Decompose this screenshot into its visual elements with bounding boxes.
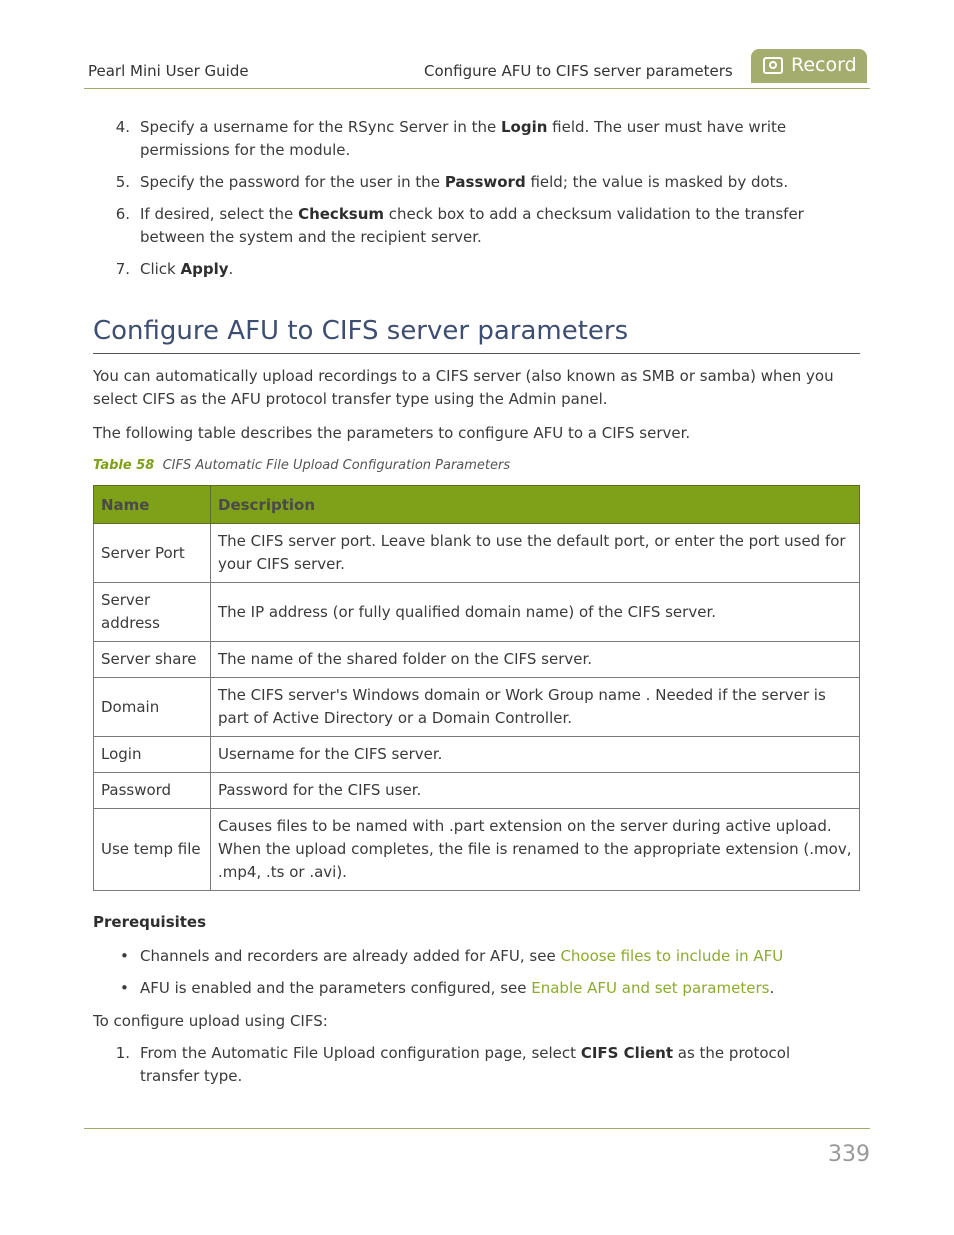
table-row xyxy=(94,809,860,891)
param-name: Use temp file xyxy=(94,809,211,891)
step-number: 7. xyxy=(115,260,130,278)
record-tab xyxy=(751,49,867,83)
table-caption xyxy=(93,458,510,473)
param-name: Server share xyxy=(94,642,211,678)
ui-term-password: Password xyxy=(444,173,526,191)
param-description: The CIFS server port. Leave blank to use the default port, or enter the port used for your CIFS server. xyxy=(211,524,860,583)
param-description: Username for the CIFS server. xyxy=(211,737,860,773)
prerequisites-heading: Prerequisites xyxy=(93,913,207,931)
configure-intro: To configure upload using CIFS: xyxy=(93,1012,328,1030)
step-number: 4. xyxy=(115,118,130,136)
record-label: Record xyxy=(791,54,857,76)
table-row xyxy=(94,737,860,773)
ui-term-apply: Apply xyxy=(180,260,229,278)
table-row xyxy=(94,642,860,678)
param-name: Server address xyxy=(94,583,211,642)
link-choose-files[interactable]: Choose files to include in AFU xyxy=(560,947,784,965)
param-name: Password xyxy=(94,773,211,809)
param-name: Login xyxy=(94,737,211,773)
table-caption-text: CIFS Automatic File Upload Configuration Parameters xyxy=(162,458,511,473)
bullet-icon: • xyxy=(120,947,129,965)
record-icon xyxy=(763,57,783,74)
ui-term-checksum: Checksum xyxy=(298,205,385,223)
page-header xyxy=(84,48,870,89)
intro-paragraph: You can automatically upload recordings to a CIFS server (also known as SMB or samba) when you select CIFS as the AFU protocol transfer type using the Admin panel. xyxy=(93,367,834,408)
step-text: Specify the password for the user in the Password field; the value is masked by dots. xyxy=(140,173,789,191)
step-text: Click Apply. xyxy=(140,260,234,278)
ui-term-login: Login xyxy=(500,118,548,136)
bullet-icon: • xyxy=(120,979,129,997)
step-number: 6. xyxy=(115,205,130,223)
parameters-table xyxy=(93,485,860,891)
table-header-row xyxy=(94,486,860,524)
column-header-description: Description xyxy=(211,486,860,524)
page-number: 339 xyxy=(828,1142,870,1167)
step-text: Specify a username for the RSync Server in the Login field. The user must have write permissions for the module. xyxy=(140,118,787,159)
section-title: Configure AFU to CIFS server parameters xyxy=(93,316,860,354)
param-description: Causes files to be named with .part extension on the server during active upload. When the upload completes, the file is renamed to the appropriate extension (.mov, .mp4, .ts or .avi). xyxy=(211,809,860,891)
param-name: Server Port xyxy=(94,524,211,583)
table-row xyxy=(94,678,860,737)
step-text: From the Automatic File Upload configuration page, select CIFS Client as the protocol transfer type. xyxy=(140,1044,791,1085)
param-name: Domain xyxy=(94,678,211,737)
guide-title: Pearl Mini User Guide xyxy=(88,62,249,80)
chapter-title: Configure AFU to CIFS server parameters xyxy=(424,62,733,80)
param-description: The CIFS server's Windows domain or Work Group name . Needed if the server is part of Active Directory or a Domain Controller. xyxy=(211,678,860,737)
table-row xyxy=(94,583,860,642)
table-row xyxy=(94,773,860,809)
ui-term-cifs-client: CIFS Client xyxy=(580,1044,673,1062)
footer-divider xyxy=(84,1128,870,1129)
bullet-text: AFU is enabled and the parameters configured, see Enable AFU and set parameters. xyxy=(140,979,775,997)
param-description: The name of the shared folder on the CIFS server. xyxy=(211,642,860,678)
link-enable-afu[interactable]: Enable AFU and set parameters xyxy=(531,979,770,997)
step-text: If desired, select the Checksum check box to add a checksum validation to the transfer between the system and the recipient server. xyxy=(140,205,804,246)
table-caption-label: Table 58 xyxy=(93,458,155,473)
column-header-name: Name xyxy=(94,486,211,524)
step-number: 5. xyxy=(115,173,130,191)
step-number: 1. xyxy=(115,1044,130,1062)
param-description: The IP address (or fully qualified domain name) of the CIFS server. xyxy=(211,583,860,642)
bullet-text: Channels and recorders are already added for AFU, see Choose files to include in AFU xyxy=(140,947,784,965)
table-row xyxy=(94,524,860,583)
table-intro-paragraph: The following table describes the parameters to configure AFU to a CIFS server. xyxy=(93,424,691,442)
param-description: Password for the CIFS user. xyxy=(211,773,860,809)
